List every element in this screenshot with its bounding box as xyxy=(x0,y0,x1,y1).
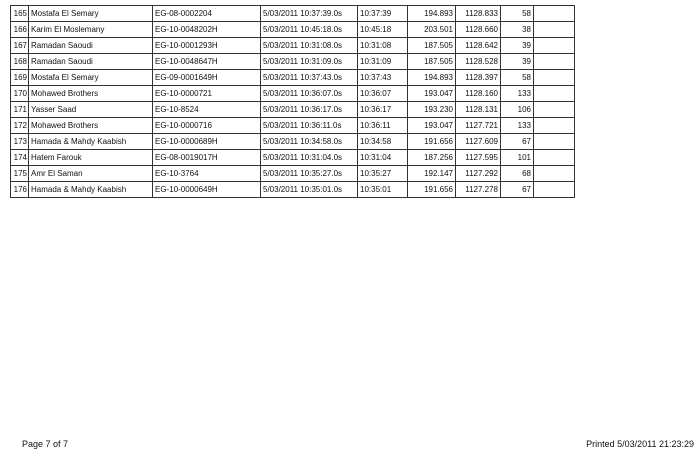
competitor-name: Ramadan Saoudi xyxy=(29,38,153,54)
speed-value: 1128.833 xyxy=(456,6,501,22)
results-table-body xyxy=(11,6,575,198)
distance-value: 193.230 xyxy=(408,102,456,118)
count-value: 101 xyxy=(501,150,534,166)
arrival-time: 10:31:04 xyxy=(358,150,408,166)
empty-cell xyxy=(534,6,575,22)
competitor-name: Mohawed Brothers xyxy=(29,118,153,134)
competitor-name: Hamada & Mahdy Kaabish xyxy=(29,134,153,150)
count-value: 39 xyxy=(501,54,534,70)
speed-value: 1127.721 xyxy=(456,118,501,134)
ring-id: EG-08-0019017H xyxy=(153,150,261,166)
empty-cell xyxy=(534,166,575,182)
row-number: 167 xyxy=(11,38,29,54)
distance-value: 193.047 xyxy=(408,86,456,102)
table-row xyxy=(11,38,575,54)
count-value: 133 xyxy=(501,118,534,134)
distance-value: 191.656 xyxy=(408,182,456,198)
empty-cell xyxy=(534,118,575,134)
table-row xyxy=(11,6,575,22)
speed-value: 1127.609 xyxy=(456,134,501,150)
empty-cell xyxy=(534,134,575,150)
distance-value: 192.147 xyxy=(408,166,456,182)
ring-id: EG-08-0002204 xyxy=(153,6,261,22)
table-row xyxy=(11,102,575,118)
arrival-timestamp: 5/03/2011 10:31:04.0s xyxy=(261,150,358,166)
table-row xyxy=(11,166,575,182)
arrival-time: 10:34:58 xyxy=(358,134,408,150)
count-value: 106 xyxy=(501,102,534,118)
row-number: 170 xyxy=(11,86,29,102)
empty-cell xyxy=(534,54,575,70)
distance-value: 187.256 xyxy=(408,150,456,166)
row-number: 171 xyxy=(11,102,29,118)
count-value: 38 xyxy=(501,22,534,38)
row-number: 166 xyxy=(11,22,29,38)
speed-value: 1127.292 xyxy=(456,166,501,182)
table-row xyxy=(11,22,575,38)
count-value: 67 xyxy=(501,182,534,198)
distance-value: 194.893 xyxy=(408,6,456,22)
ring-id: EG-10-0001293H xyxy=(153,38,261,54)
distance-value: 191.656 xyxy=(408,134,456,150)
count-value: 39 xyxy=(501,38,534,54)
arrival-time: 10:37:43 xyxy=(358,70,408,86)
empty-cell xyxy=(534,38,575,54)
count-value: 68 xyxy=(501,166,534,182)
arrival-time: 10:35:27 xyxy=(358,166,408,182)
ring-id: EG-10-3764 xyxy=(153,166,261,182)
row-number: 175 xyxy=(11,166,29,182)
arrival-timestamp: 5/03/2011 10:36:17.0s xyxy=(261,102,358,118)
empty-cell xyxy=(534,22,575,38)
arrival-time: 10:45:18 xyxy=(358,22,408,38)
arrival-time: 10:36:17 xyxy=(358,102,408,118)
arrival-timestamp: 5/03/2011 10:35:01.0s xyxy=(261,182,358,198)
table-row xyxy=(11,86,575,102)
ring-id: EG-10-0000649H xyxy=(153,182,261,198)
distance-value: 193.047 xyxy=(408,118,456,134)
printed-timestamp: Printed 5/03/2011 21:23:29 xyxy=(586,439,694,449)
ring-id: EG-10-0000721 xyxy=(153,86,261,102)
distance-value: 187.505 xyxy=(408,38,456,54)
competitor-name: Mostafa El Semary xyxy=(29,70,153,86)
competitor-name: Mohawed Brothers xyxy=(29,86,153,102)
row-number: 169 xyxy=(11,70,29,86)
ring-id: EG-10-0048202H xyxy=(153,22,261,38)
row-number: 174 xyxy=(11,150,29,166)
speed-value: 1128.131 xyxy=(456,102,501,118)
table-row xyxy=(11,54,575,70)
distance-value: 187.505 xyxy=(408,54,456,70)
arrival-timestamp: 5/03/2011 10:31:09.0s xyxy=(261,54,358,70)
arrival-time: 10:36:11 xyxy=(358,118,408,134)
arrival-time: 10:36:07 xyxy=(358,86,408,102)
arrival-timestamp: 5/03/2011 10:36:11.0s xyxy=(261,118,358,134)
competitor-name: Hatem Farouk xyxy=(29,150,153,166)
speed-value: 1128.528 xyxy=(456,54,501,70)
ring-id: EG-10-0048647H xyxy=(153,54,261,70)
empty-cell xyxy=(534,70,575,86)
speed-value: 1127.278 xyxy=(456,182,501,198)
distance-value: 203.501 xyxy=(408,22,456,38)
row-number: 176 xyxy=(11,182,29,198)
competitor-name: Yasser Saad xyxy=(29,102,153,118)
table-row xyxy=(11,134,575,150)
ring-id: EG-10-0000689H xyxy=(153,134,261,150)
table-row xyxy=(11,70,575,86)
competitor-name: Amr El Saman xyxy=(29,166,153,182)
page-number: Page 7 of 7 xyxy=(22,439,69,449)
arrival-time: 10:31:08 xyxy=(358,38,408,54)
competitor-name: Hamada & Mahdy Kaabish xyxy=(29,182,153,198)
arrival-timestamp: 5/03/2011 10:35:27.0s xyxy=(261,166,358,182)
empty-cell xyxy=(534,182,575,198)
speed-value: 1127.595 xyxy=(456,150,501,166)
arrival-timestamp: 5/03/2011 10:45:18.0s xyxy=(261,22,358,38)
results-table xyxy=(10,5,575,198)
row-number: 165 xyxy=(11,6,29,22)
row-number: 168 xyxy=(11,54,29,70)
count-value: 133 xyxy=(501,86,534,102)
arrival-time: 10:37:39 xyxy=(358,6,408,22)
count-value: 58 xyxy=(501,6,534,22)
competitor-name: Ramadan Saoudi xyxy=(29,54,153,70)
ring-id: EG-10-0000716 xyxy=(153,118,261,134)
speed-value: 1128.397 xyxy=(456,70,501,86)
empty-cell xyxy=(534,150,575,166)
table-row xyxy=(11,150,575,166)
empty-cell xyxy=(534,102,575,118)
arrival-timestamp: 5/03/2011 10:34:58.0s xyxy=(261,134,358,150)
arrival-timestamp: 5/03/2011 10:31:08.0s xyxy=(261,38,358,54)
row-number: 172 xyxy=(11,118,29,134)
speed-value: 1128.160 xyxy=(456,86,501,102)
ring-id: EG-10-8524 xyxy=(153,102,261,118)
competitor-name: Mostafa El Semary xyxy=(29,6,153,22)
speed-value: 1128.642 xyxy=(456,38,501,54)
arrival-time: 10:31:09 xyxy=(358,54,408,70)
speed-value: 1128.660 xyxy=(456,22,501,38)
arrival-timestamp: 5/03/2011 10:37:39.0s xyxy=(261,6,358,22)
arrival-timestamp: 5/03/2011 10:37:43.0s xyxy=(261,70,358,86)
count-value: 67 xyxy=(501,134,534,150)
table-row xyxy=(11,182,575,198)
distance-value: 194.893 xyxy=(408,70,456,86)
competitor-name: Karim El Moslemany xyxy=(29,22,153,38)
table-row xyxy=(11,118,575,134)
arrival-timestamp: 5/03/2011 10:36:07.0s xyxy=(261,86,358,102)
ring-id: EG-09-0001649H xyxy=(153,70,261,86)
count-value: 58 xyxy=(501,70,534,86)
row-number: 173 xyxy=(11,134,29,150)
arrival-time: 10:35:01 xyxy=(358,182,408,198)
empty-cell xyxy=(534,86,575,102)
